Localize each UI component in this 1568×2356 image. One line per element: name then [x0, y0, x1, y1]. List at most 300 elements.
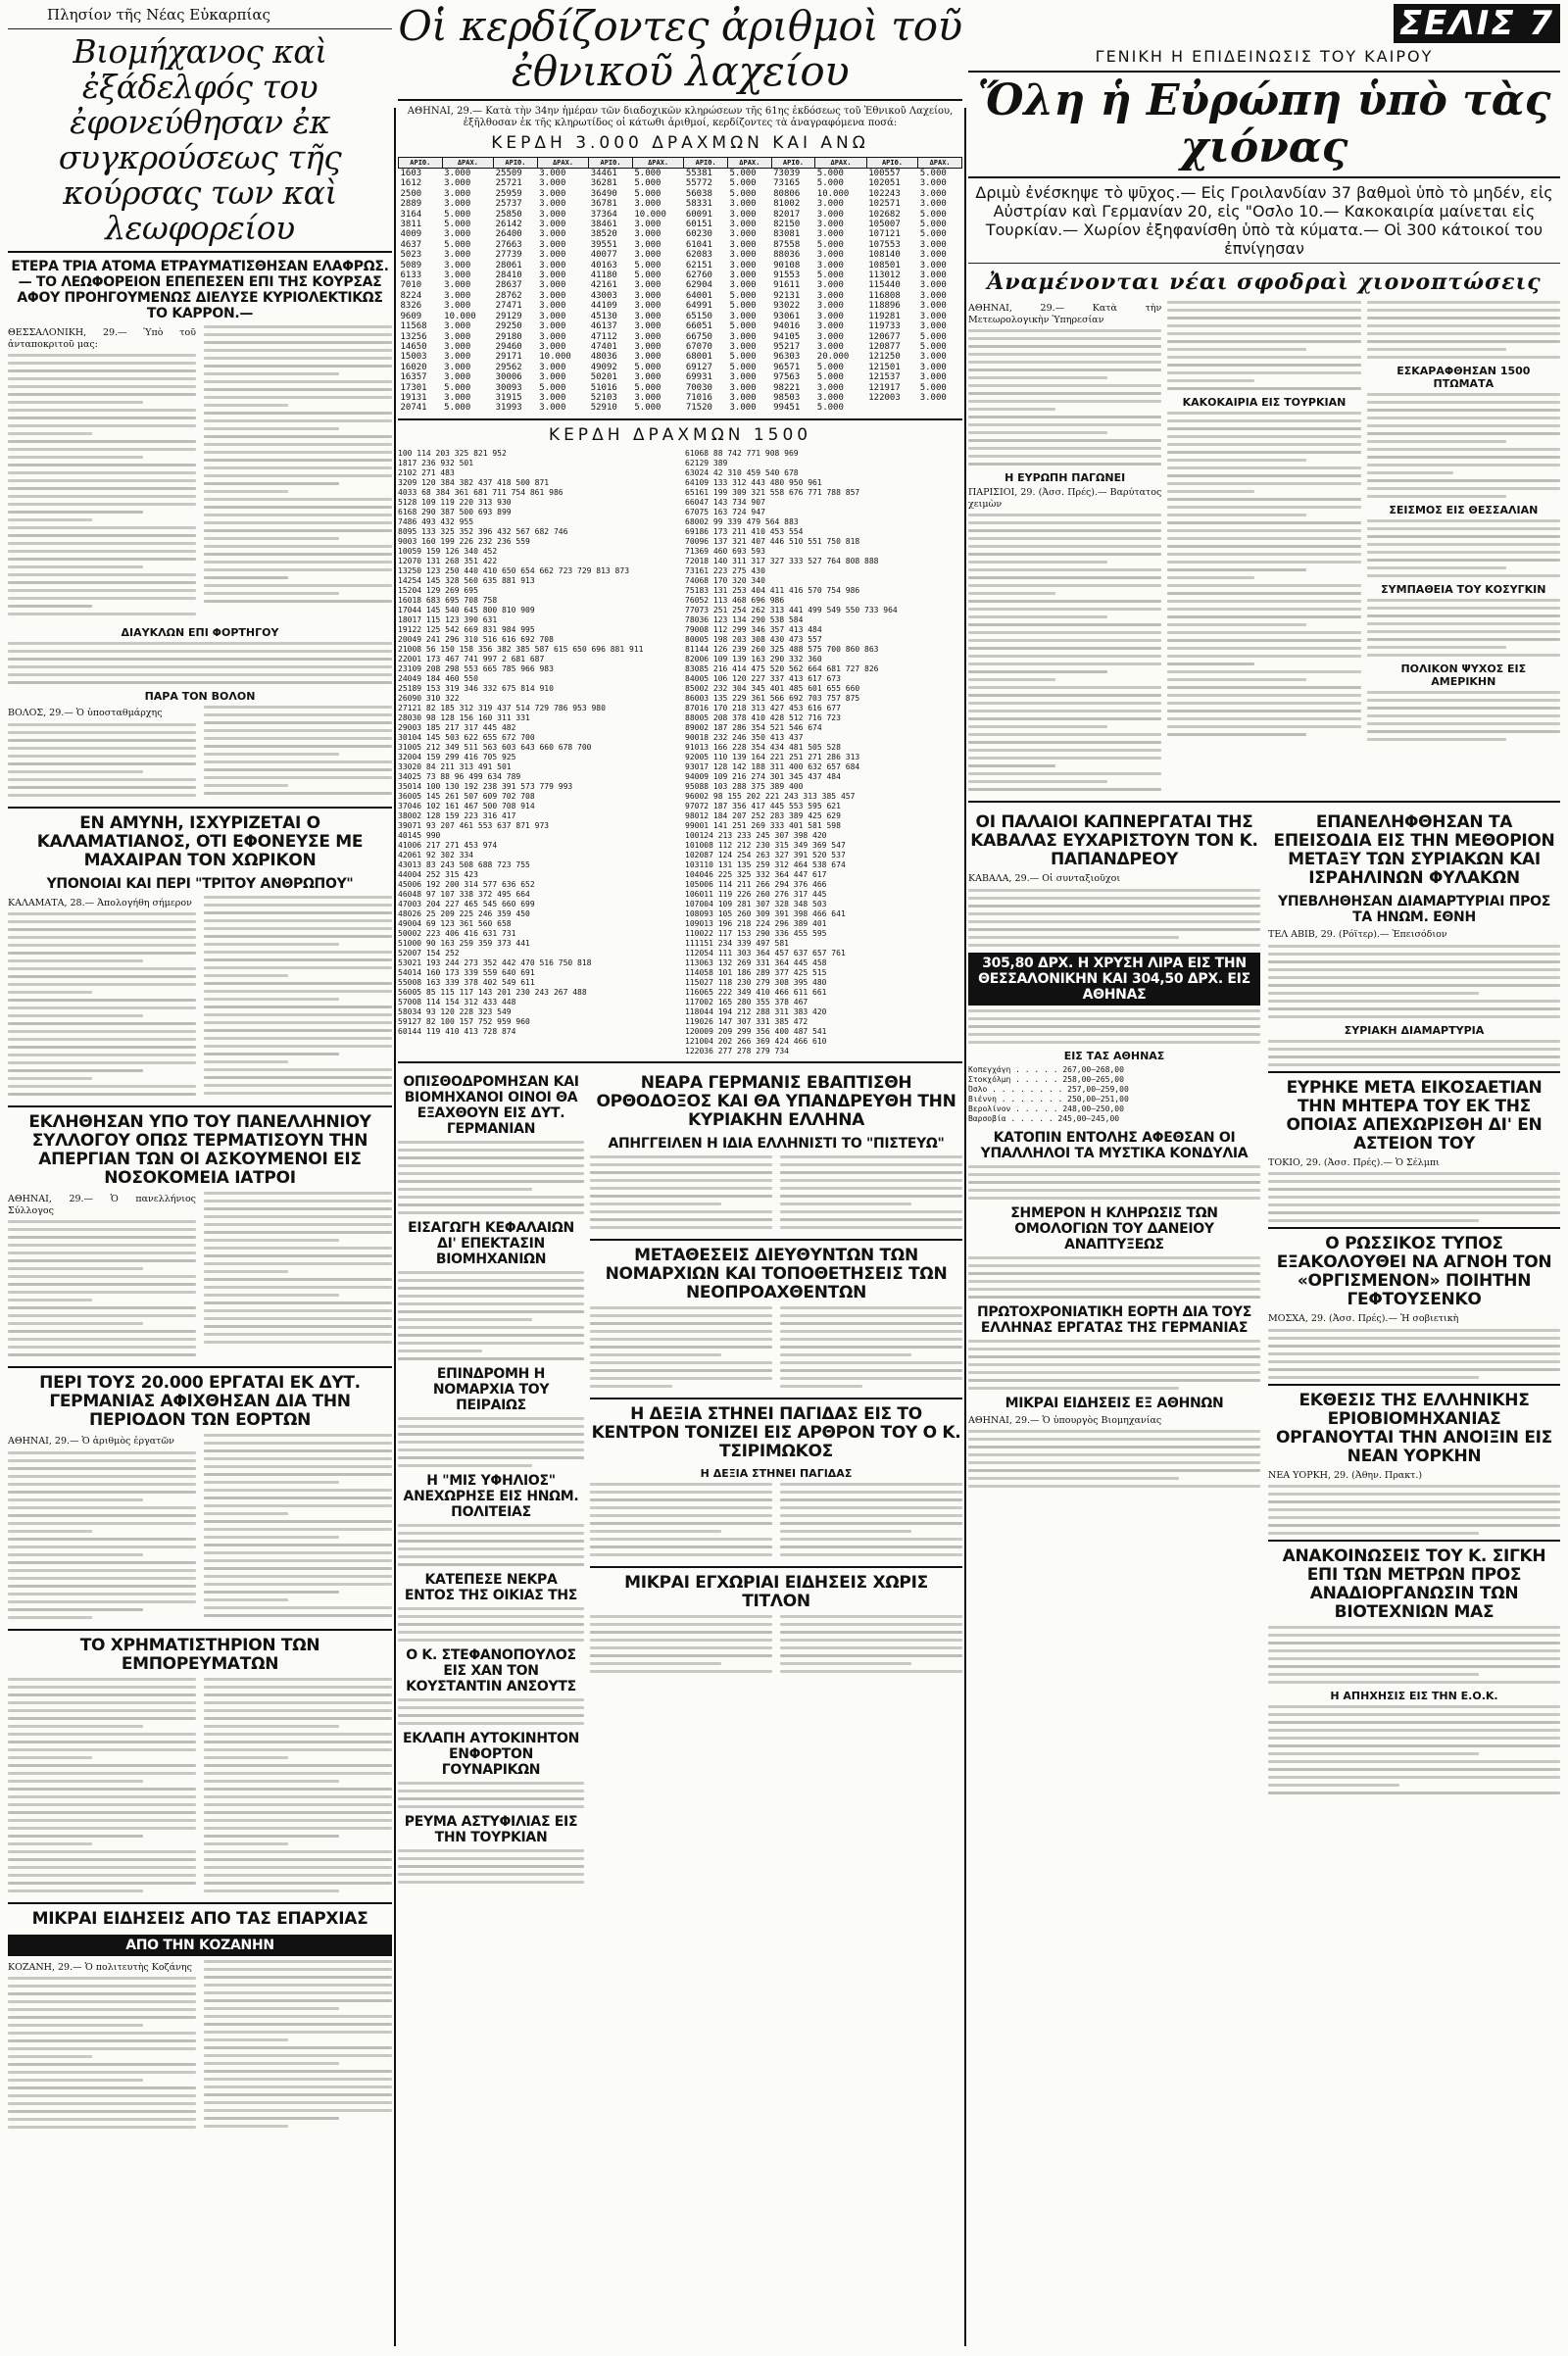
- prize-row: 66047 143 734 907: [685, 497, 765, 507]
- prize-row: 10059 159 126 340 452: [398, 546, 498, 556]
- headline: Η ΔΕΞΙΑ ΣΤΗΝΕΙ ΠΑΓΙΔΑΣ ΕΙΣ ΤΟ ΚΕΝΤΡΟΝ ΤΟΝΙΖΕΙ ΕΙΣ ΑΡΘΡΟΝ ΤΟΥ Ο Κ. ΤΣΙΡΙΜΩΚΟΣ: [591, 1403, 961, 1461]
- table-cell: 87558: [773, 239, 801, 250]
- table-cell: 4009: [400, 229, 422, 240]
- body-text: [8, 1451, 196, 1619]
- table-cell: 3.000: [919, 290, 947, 301]
- table-cell: 71016: [685, 392, 712, 403]
- table-cell: 121250: [868, 352, 901, 363]
- subheading: ΚΑΚΟΚΑΙΡΙΑ ΕΙΣ ΤΟΥΡΚΙΑΝ: [1182, 396, 1347, 409]
- table-cell: 3.000: [444, 270, 471, 281]
- table-cell: 3.000: [539, 321, 566, 332]
- rate-row: Ὄσλο . . . . . . . . 257,00—259,00: [968, 1084, 1129, 1094]
- headline: Ο Κ. ΣΤΕΦΑΝΟΠΟΥΛΟΣ ΕΙΣ ΧΑΝ ΤΟΝ ΚΟΥΣΤΑΝΤΙΝ ΑΝΣΟΥΤΣ: [406, 1646, 576, 1694]
- table-cell: 102051: [868, 178, 901, 189]
- table-row: [399, 291, 962, 301]
- subtitle: ΓΕΝΙΚΗ Η ΕΠΙΔΕΙΝΩΣΙΣ ΤΟΥ ΚΑΙΡΟΥ: [1095, 47, 1434, 66]
- dateline: ΑΘΗΝΑΙ, 29.— Ὁ ὑπουργὸς Βιομηχανίας: [968, 1414, 1162, 1426]
- table-row: [399, 220, 962, 229]
- table-cell: 3.000: [919, 392, 947, 403]
- body-text: [780, 1483, 962, 1556]
- table-row: [399, 301, 962, 311]
- divider: [968, 176, 1560, 178]
- table-cell: 73039: [773, 169, 801, 178]
- column-rule: [964, 108, 966, 2346]
- prize-row: 31005 212 349 511 563 603 643 660 678 700: [398, 742, 592, 752]
- subheading: ΕΣΚΑΡΑΦΘΗΣΑΝ 1500 ΠΤΩΜΑΤΑ: [1396, 365, 1531, 390]
- prize-row: 47003 204 227 465 545 660 699: [398, 899, 535, 908]
- prize-row: 23109 208 298 553 665 785 966 983: [398, 663, 554, 673]
- table-cell: 73165: [773, 178, 801, 189]
- prize-row: 34025 73 88 96 499 634 789: [398, 771, 521, 781]
- table-row: [399, 261, 962, 270]
- table-cell: 60151: [685, 220, 712, 230]
- rate-row: Κοπεγχάγη . . . . . 267,00—268,00: [968, 1064, 1124, 1074]
- dateline: ΝΕΑ ΥΟΡΚΗ, 29. (Ἀθην. Πρακτ.): [1268, 1469, 1423, 1481]
- divider: [398, 418, 962, 420]
- table-cell: 91611: [773, 280, 801, 291]
- table-row: [399, 240, 962, 250]
- subheading: Η ΔΕΞΙΑ ΣΤΗΝΕΙ ΠΑΓΙΔΑΣ: [700, 1466, 853, 1480]
- prize-row: 54014 160 173 339 559 640 691: [398, 967, 535, 977]
- prize-row: 29003 185 217 317 445 482: [398, 722, 516, 732]
- prize-row: 100124 213 233 245 307 398 420: [685, 830, 827, 840]
- table-cell: 27663: [495, 239, 522, 250]
- table-cell: 65150: [685, 311, 712, 321]
- body-text: [204, 1434, 392, 1617]
- table-cell: 119733: [868, 321, 901, 332]
- divider: [590, 1566, 962, 1568]
- table-cell: 3.000: [634, 220, 662, 230]
- prize-row: 79008 112 299 346 357 413 484: [685, 624, 822, 634]
- headline: ΕΥΡΗΚΕ ΜΕΤΑ ΕΙΚΟΣΑΕΤΙΑΝ ΤΗΝ ΜΗΤΕΡΑ ΤΟΥ ΕΚ ΤΗΣ ΟΠΟΙΑΣ ΑΠΕΧΩΡΙΣΘΗ ΔΙ' ΕΝ ΑΣΤΕΙΟΝ ΤΟΥ: [1286, 1077, 1543, 1153]
- news-grid: [398, 1068, 962, 1889]
- table-cell: 100557: [868, 169, 901, 178]
- prize-row: 48026 25 209 225 246 359 450: [398, 908, 530, 918]
- prize-row: 42061 92 302 334: [398, 850, 474, 859]
- dateline: ΑΘΗΝΑΙ, 29.— Ὁ ἀριθμὸς ἐργατῶν: [8, 1436, 174, 1447]
- table-cell: 3.000: [444, 169, 471, 178]
- table-cell: 121917: [868, 382, 901, 393]
- table-cell: [918, 403, 962, 413]
- table-cell: 62760: [685, 270, 712, 281]
- table-cell: 5.000: [539, 382, 566, 393]
- body-text: [1268, 1705, 1560, 1794]
- table-cell: 70030: [685, 382, 712, 393]
- right-column: [968, 0, 1560, 2356]
- table-header-cell: ΑΡΙΘ.: [866, 158, 917, 169]
- table-cell: 38520: [590, 229, 617, 240]
- prize-row: 68002 99 339 479 564 883: [685, 516, 799, 526]
- prize-row: 119026 147 307 331 385 472: [685, 1016, 808, 1026]
- divider: [1268, 1227, 1560, 1229]
- headline: ΕΚΛΗΘΗΣΑΝ ΥΠΟ ΤΟΥ ΠΑΝΕΛΛΗΝΙΟΥ ΣΥΛΛΟΓΟΥ ΟΠΩΣ ΤΕΡΜΑΤΙΣΟΥΝ ΤΗΝ ΑΠΕΡΓΙΑΝ ΤΩΝ ΟΙ ΑΣΚΟΥΜΕΝΟΙ ΕΙΣ ΝΟΣΟΚΟΜΕΙΑ ΙΑΤΡΟΙ: [28, 1112, 371, 1188]
- table-cell: 64991: [685, 301, 712, 312]
- table-cell: 88036: [773, 250, 801, 261]
- prize-row: 116065 222 349 410 466 611 661: [685, 987, 827, 997]
- body-text: [780, 1306, 962, 1388]
- table-cell: 3.000: [919, 311, 947, 321]
- article-body: [590, 1306, 962, 1393]
- table-cell: 3.000: [539, 372, 566, 383]
- body-text: [968, 889, 1260, 947]
- table-row: [399, 342, 962, 352]
- prize-row: 43013 83 243 508 688 723 755: [398, 859, 530, 869]
- table-cell: 5.000: [444, 403, 471, 414]
- table-cell: 5.000: [634, 270, 662, 281]
- table-header-cell: ΑΡΙΘ.: [589, 158, 633, 169]
- table-cell: 5.000: [729, 290, 757, 301]
- table-cell: 113012: [868, 270, 901, 281]
- table-cell: 29460: [495, 341, 522, 352]
- table-cell: 58331: [685, 199, 712, 210]
- table-cell: 3.000: [919, 270, 947, 281]
- subheading: ΔΙΑΥΚΛΩΝ ΕΠΙ ΦΟΡΤΗΓΟΥ: [121, 626, 279, 639]
- body-text: [398, 1524, 584, 1566]
- prize-row: 51000 90 163 259 359 373 441: [398, 938, 530, 948]
- prize-row: 59127 82 100 157 752 959 960: [398, 1016, 530, 1026]
- table-cell: 3.000: [634, 290, 662, 301]
- table-cell: 31915: [495, 392, 522, 403]
- subheading: ΕΙΣ ΤΑΣ ΑΘΗΝΑΣ: [1063, 1049, 1165, 1062]
- table-cell: 3.000: [816, 341, 844, 352]
- prize-row: 56005 85 115 117 143 201 230 243 267 488: [398, 987, 587, 997]
- body-text: [1268, 1172, 1560, 1222]
- table-cell: 25737: [495, 199, 522, 210]
- prize-row: 13250 123 250 440 410 650 654 662 723 729 813 873: [398, 565, 630, 575]
- left-column: [8, 0, 392, 2356]
- body-text: [398, 1849, 584, 1884]
- main-headline: Ὅλη ἡ Εὐρώπη ὑπὸ τὰς χιόνας: [977, 75, 1551, 172]
- table-cell: 3.000: [634, 392, 662, 403]
- table-cell: 108140: [868, 250, 901, 261]
- table-cell: 3.000: [729, 250, 757, 261]
- body-text: [968, 1340, 1260, 1390]
- body-text: [1268, 1329, 1560, 1379]
- prize-row: 46048 97 107 338 372 495 664: [398, 889, 530, 899]
- table-cell: 83081: [773, 229, 801, 240]
- prize-row: 71369 460 693 593: [685, 546, 765, 556]
- prize-row: 86003 135 229 361 566 692 703 757 875: [685, 693, 860, 703]
- prize-row: 50002 223 406 416 631 731: [398, 928, 516, 938]
- divider: [398, 99, 962, 101]
- divider: [968, 801, 1560, 803]
- table-cell: 96303: [773, 352, 801, 363]
- table-cell: 3.000: [729, 209, 757, 220]
- prize-row: 17044 145 540 645 800 810 909: [398, 605, 535, 614]
- body-text: [398, 1141, 584, 1214]
- table-cell: 3.000: [919, 321, 947, 332]
- prize-row: 40145 990: [398, 830, 441, 840]
- dateline: ΜΟΣΧΑ, 29. (Ἀσσ. Πρές).— Ἡ σοβιετικὴ: [1268, 1313, 1459, 1324]
- table-cell: 3.000: [816, 199, 844, 210]
- table-cell: 71520: [685, 403, 712, 414]
- prize-row: 98012 184 207 252 283 389 425 629: [685, 810, 841, 820]
- body-text: [204, 896, 392, 1095]
- table-cell: 5.000: [634, 362, 662, 372]
- table-cell: 3.000: [539, 220, 566, 230]
- table-cell: 28762: [495, 290, 522, 301]
- article-body: [8, 1192, 392, 1361]
- table-cell: 27471: [495, 301, 522, 312]
- prize-row: 120009 209 299 356 400 487 541: [685, 1026, 827, 1036]
- table-cell: 3.000: [919, 250, 947, 261]
- table-cell: 3.000: [444, 321, 471, 332]
- rate-row: Βερολίνον . . . . . 248,00—250,00: [968, 1104, 1124, 1113]
- prize-row: 28030 98 128 156 160 311 331: [398, 712, 530, 722]
- headline: ΕΠΙΝΔΡΟΜΗ Η ΝΟΜΑΡΧΙΑ ΤΟΥ ΠΕΙΡΑΙΩΣ: [432, 1365, 550, 1413]
- subheading: ΠΟΛΙΚΟΝ ΨΥΧΟΣ ΕΙΣ ΑΜΕΡΙΚΗΝ: [1400, 663, 1527, 688]
- table-cell: 93061: [773, 311, 801, 321]
- dateline: ΚΑΛΑΜΑΤΑ, 28.— Ἀπολογήθη σήμερον: [8, 897, 192, 908]
- prize-row: 111151 234 339 497 581: [685, 938, 789, 948]
- prize-row: 53021 193 244 273 352 442 470 516 750 818: [398, 957, 592, 967]
- table-cell: 55381: [685, 169, 712, 178]
- subheading: ΣΕΙΣΜΟΣ ΕΙΣ ΘΕΣΣΑΛΙΑΝ: [1389, 504, 1539, 516]
- table-cell: 5.000: [634, 178, 662, 189]
- body-text: [1367, 599, 1560, 657]
- prize-row: 100 114 203 325 821 952: [398, 448, 507, 458]
- table-cell: 3.000: [634, 280, 662, 291]
- subheading: ΠΑΡΑ ΤΟΝ ΒΟΛΟΝ: [144, 690, 256, 703]
- body-text: [398, 1271, 584, 1360]
- table-cell: 8326: [400, 301, 422, 312]
- table-cell: 26142: [495, 220, 522, 230]
- table-cell: 9609: [400, 311, 422, 321]
- table-cell: 3.000: [729, 280, 757, 291]
- table-cell: 5.000: [816, 178, 844, 189]
- prize-row: 114058 101 186 289 377 425 515: [685, 967, 827, 977]
- table-cell: 3.000: [919, 239, 947, 250]
- divider: [8, 1105, 392, 1107]
- table-cell: 3.000: [634, 311, 662, 321]
- body-text: [8, 912, 196, 1096]
- body-text: [1367, 393, 1560, 498]
- table-cell: 3.000: [539, 199, 566, 210]
- prize-row: 87016 170 218 313 427 453 616 677: [685, 703, 841, 712]
- table-header-cell: ΔΡΑΧ.: [442, 158, 493, 169]
- body-text: [8, 1220, 196, 1356]
- body-text: [1268, 1040, 1560, 1066]
- table-cell: 107121: [868, 229, 901, 240]
- table-cell: 36781: [590, 199, 617, 210]
- headline: ΕΙΣΑΓΩΓΗ ΚΕΦΑΛΑΙΩΝ ΔΙ' ΕΠΕΚΤΑΣΙΝ ΒΙΟΜΗΧΑΝΙΩΝ: [408, 1219, 574, 1267]
- table-cell: 3.000: [729, 372, 757, 383]
- table-cell: 10.000: [539, 352, 571, 363]
- article-body: [590, 1483, 962, 1561]
- table-cell: 3.000: [539, 280, 566, 291]
- table-cell: 3.000: [539, 331, 566, 342]
- table-cell: 45130: [590, 311, 617, 321]
- headline-deck: ΕΤΕΡΑ ΤΡΙΑ ΑΤΟΜΑ ΕΤΡΑΥΜΑΤΙΣΘΗΣΑΝ ΕΛΑΦΡΩΣ.— ΤΟ ΛΕΩΦΟΡΕΙΟΝ ΕΠΕΠΕΣΕΝ ΕΠΙ ΤΗΣ ΚΟΥΡΣΑΣ ΑΦΟΥ ΠΡΟΗΓΟΥΜΕΝΩΣ ΔΙΕΛΥΣΕ ΚΥΡΙΟΛΕΚΤΙΚΩΣ ΤΟ ΚΑΡΡΟΝ.—: [11, 259, 389, 321]
- table-cell: 52103: [590, 392, 617, 403]
- table-cell: 56038: [685, 188, 712, 199]
- table-row: [399, 372, 962, 382]
- section-title: ΚΕΡΔΗ ΔΡΑΧΜΩΝ 1500: [548, 424, 812, 445]
- table-cell: 5.000: [816, 403, 844, 414]
- table-cell: 46137: [590, 321, 617, 332]
- rate-row: Βιέννη . . . . . . . 250,00—251,00: [968, 1094, 1129, 1104]
- body-text: [590, 1306, 772, 1388]
- headline: ΚΑΤΕΠΕΣΕ ΝΕΚΡΑ ΕΝΤΟΣ ΤΗΣ ΟΙΚΙΑΣ ΤΗΣ: [404, 1571, 578, 1603]
- table-cell: 94105: [773, 331, 801, 342]
- table-cell: 115440: [868, 280, 901, 291]
- table-cell: 3.000: [729, 270, 757, 281]
- headline: ΑΠΗΓΓΕΙΛΕΝ Η ΙΔΙΑ ΕΛΛΗΝΙΣΤΙ ΤΟ "ΠΙΣΤΕΥΩ": [608, 1135, 945, 1152]
- table-cell: 121537: [868, 372, 901, 383]
- prize-row: 106011 119 226 260 276 317 445: [685, 889, 827, 899]
- body-text: [1367, 519, 1560, 577]
- subheading: ΣΥΜΠΑΘΕΙΑ ΤΟΥ ΚΟΣΥΓΚΙΝ: [1381, 583, 1546, 596]
- table-cell: 34461: [590, 169, 617, 178]
- prize-row: 113063 132 269 331 364 445 458: [685, 957, 827, 967]
- table-cell: 31993: [495, 403, 522, 414]
- divider: [398, 1061, 962, 1063]
- prize-column: [685, 449, 962, 1056]
- prize-row: 30104 145 503 622 655 672 700: [398, 732, 535, 742]
- prize-row: 27121 82 185 312 319 437 514 729 786 953 980: [398, 703, 606, 712]
- table-cell: 3.000: [539, 341, 566, 352]
- prize-row: 12070 131 268 351 422: [398, 556, 498, 565]
- article-body: [590, 1155, 962, 1234]
- main-headline: Βιομήχανος καὶ ἐξάδελφός του ἐφονεύθησαν ἐκ συγκρούσεως τῆς κούρσας των καὶ λεωφορείου: [58, 32, 342, 247]
- divider: [8, 28, 392, 29]
- table-cell: 3.000: [729, 341, 757, 352]
- table-cell: 3164: [400, 209, 422, 220]
- table-cell: 5.000: [919, 209, 947, 220]
- table-cell: 3.000: [539, 229, 566, 240]
- table-cell: 3.000: [444, 301, 471, 312]
- table-cell: 5.000: [919, 331, 947, 342]
- table-cell: 66051: [685, 321, 712, 332]
- table-cell: 61041: [685, 239, 712, 250]
- table-cell: 28410: [495, 270, 522, 281]
- prize-row: 121004 202 266 369 424 466 610: [685, 1036, 827, 1046]
- rates-list: [968, 1065, 1260, 1124]
- prize-row: 96002 98 155 202 221 243 313 385 457: [685, 791, 856, 801]
- table-cell: 30093: [495, 382, 522, 393]
- table-cell: [866, 403, 917, 413]
- table-cell: 3.000: [539, 392, 566, 403]
- body-text: [780, 1615, 962, 1673]
- prize-row: 44004 252 315 423: [398, 869, 478, 879]
- body-text: [780, 1155, 962, 1229]
- prize-row: 67075 163 724 947: [685, 507, 765, 516]
- headline: ΥΠΟΝΟΙΑΙ ΚΑΙ ΠΕΡΙ "ΤΡΙΤΟΥ ΑΝΘΡΩΠΟΥ": [46, 875, 354, 892]
- prize-row: 18017 115 123 390 631: [398, 614, 498, 624]
- table-cell: 7010: [400, 280, 422, 291]
- table-cell: 3.000: [729, 229, 757, 240]
- table-header-cell: ΑΡΙΘ.: [771, 158, 815, 169]
- table-cell: 14650: [400, 341, 427, 352]
- table-cell: 19131: [400, 392, 427, 403]
- table-row: [399, 393, 962, 403]
- prize-row: 37046 102 161 467 500 708 914: [398, 801, 535, 810]
- table-cell: 16020: [400, 362, 427, 372]
- table-cell: 3811: [400, 220, 422, 230]
- table-cell: 15003: [400, 352, 427, 363]
- table-cell: 3.000: [634, 331, 662, 342]
- body-text: [8, 1977, 196, 2129]
- table-cell: 3.000: [539, 311, 566, 321]
- prize-row: 61068 88 742 771 908 969: [685, 448, 799, 458]
- prize-row: 122036 277 278 279 734: [685, 1046, 789, 1055]
- table-header-cell: ΑΡΙΘ.: [684, 158, 728, 169]
- article-body: [8, 1678, 392, 1897]
- headline: Η "ΜΙΣ ΥΦΗΛΙΟΣ" ΑΝΕΧΩΡΗΣΕ ΕΙΣ ΗΝΩΜ. ΠΟΛΙΤΕΙΑΣ: [403, 1472, 579, 1520]
- table-row: [399, 321, 962, 331]
- table-cell: 3.000: [816, 250, 844, 261]
- headline: ΥΠΕΒΛΗΘΗΣΑΝ ΔΙΑΜΑΡΤΥΡΙΑΙ ΠΡΟΣ ΤΑ ΗΝΩΜ. ΕΘΝΗ: [1278, 894, 1550, 925]
- table-cell: 16357: [400, 372, 427, 383]
- table-cell: 37364: [590, 209, 617, 220]
- prize-row: 109013 196 218 224 296 389 401: [685, 918, 827, 928]
- table-cell: 36281: [590, 178, 617, 189]
- table-cell: 3.000: [816, 382, 844, 393]
- table-cell: 5.000: [919, 341, 947, 352]
- table-cell: 10.000: [816, 188, 850, 199]
- table-cell: 5.000: [729, 321, 757, 332]
- table-cell: 3.000: [539, 250, 566, 261]
- table-cell: 3.000: [444, 352, 471, 363]
- article-body: [590, 1615, 962, 1678]
- headline: ΜΙΚΡΑΙ ΕΙΔΗΣΕΙΣ ΕΞ ΑΘΗΝΩΝ: [1004, 1395, 1224, 1411]
- table-cell: 2500: [400, 188, 422, 199]
- table-cell: 3.000: [634, 301, 662, 312]
- table-cell: 3.000: [729, 403, 757, 414]
- table-row: [399, 403, 962, 413]
- table-row: [399, 352, 962, 362]
- table-cell: 3.000: [444, 331, 471, 342]
- table-cell: 120677: [868, 331, 901, 342]
- prize-row: 3209 120 384 382 437 418 500 871: [398, 477, 550, 487]
- table-cell: 44109: [590, 301, 617, 312]
- table-cell: 3.000: [816, 229, 844, 240]
- table-cell: 1603: [400, 169, 422, 178]
- table-header-cell: ΔΡΑΧ.: [727, 158, 771, 169]
- table-cell: 3.000: [919, 260, 947, 270]
- table-cell: 3.000: [729, 260, 757, 270]
- table-cell: 3.000: [444, 341, 471, 352]
- article-body: [8, 896, 392, 1102]
- table-cell: 97563: [773, 372, 801, 383]
- table-cell: 29129: [495, 311, 522, 321]
- table-cell: 81002: [773, 199, 801, 210]
- prize-row: 72018 140 311 317 327 333 527 764 808 888: [685, 556, 879, 565]
- prize-row: 45006 192 200 314 577 636 652: [398, 879, 535, 889]
- table-cell: 3.000: [816, 260, 844, 270]
- divider: [8, 1629, 392, 1631]
- table-cell: 3.000: [539, 301, 566, 312]
- article-body: [8, 706, 392, 802]
- headline: ΟΙ ΠΑΛΑΙΟΙ ΚΑΠΝΕΡΓΑΤΑΙ ΤΗΣ ΚΑΒΑΛΑΣ ΕΥΧΑΡΙΣΤΟΥΝ ΤΟΝ Κ. ΠΑΠΑΝΔΡΕΟΥ: [970, 812, 1258, 869]
- table-cell: 13256: [400, 331, 427, 342]
- body-text: [204, 325, 392, 603]
- table-cell: 120877: [868, 341, 901, 352]
- table-cell: 3.000: [919, 372, 947, 383]
- subheading: Η ΕΥΡΩΠΗ ΠΑΓΩΝΕΙ: [1004, 471, 1126, 484]
- table-cell: 3.000: [444, 290, 471, 301]
- table-cell: 3.000: [816, 392, 844, 403]
- headline: ΜΙΚΡΑΙ ΕΓΧΩΡΙΑΙ ΕΙΔΗΣΕΙΣ ΧΩΡΙΣ ΤΙΤΛΟΝ: [624, 1572, 928, 1611]
- table-cell: 47112: [590, 331, 617, 342]
- table-cell: 95217: [773, 341, 801, 352]
- lottery-caption: ΑΘΗΝΑΙ, 29.— Κατὰ τὴν 34ην ἡμέραν τῶν διαδοχικῶν κληρώσεων τῆς 61ης ἐκδόσεως τοῦ Ἐθνικοῦ Λαχείου, ἐξῆλθοσαν ἐκ τῆς κληρωτίδος οἱ κάτωθι ἀριθμοί, κερδίζοντες τὰ ἀναγραφόμενα ποσά:: [407, 106, 954, 128]
- divider: [590, 1398, 962, 1399]
- table-cell: 3.000: [634, 321, 662, 332]
- table-header-cell: ΔΡΑΧ.: [918, 158, 962, 169]
- table-cell: 42161: [590, 280, 617, 291]
- prize-row: 107004 109 281 307 328 348 503: [685, 899, 827, 908]
